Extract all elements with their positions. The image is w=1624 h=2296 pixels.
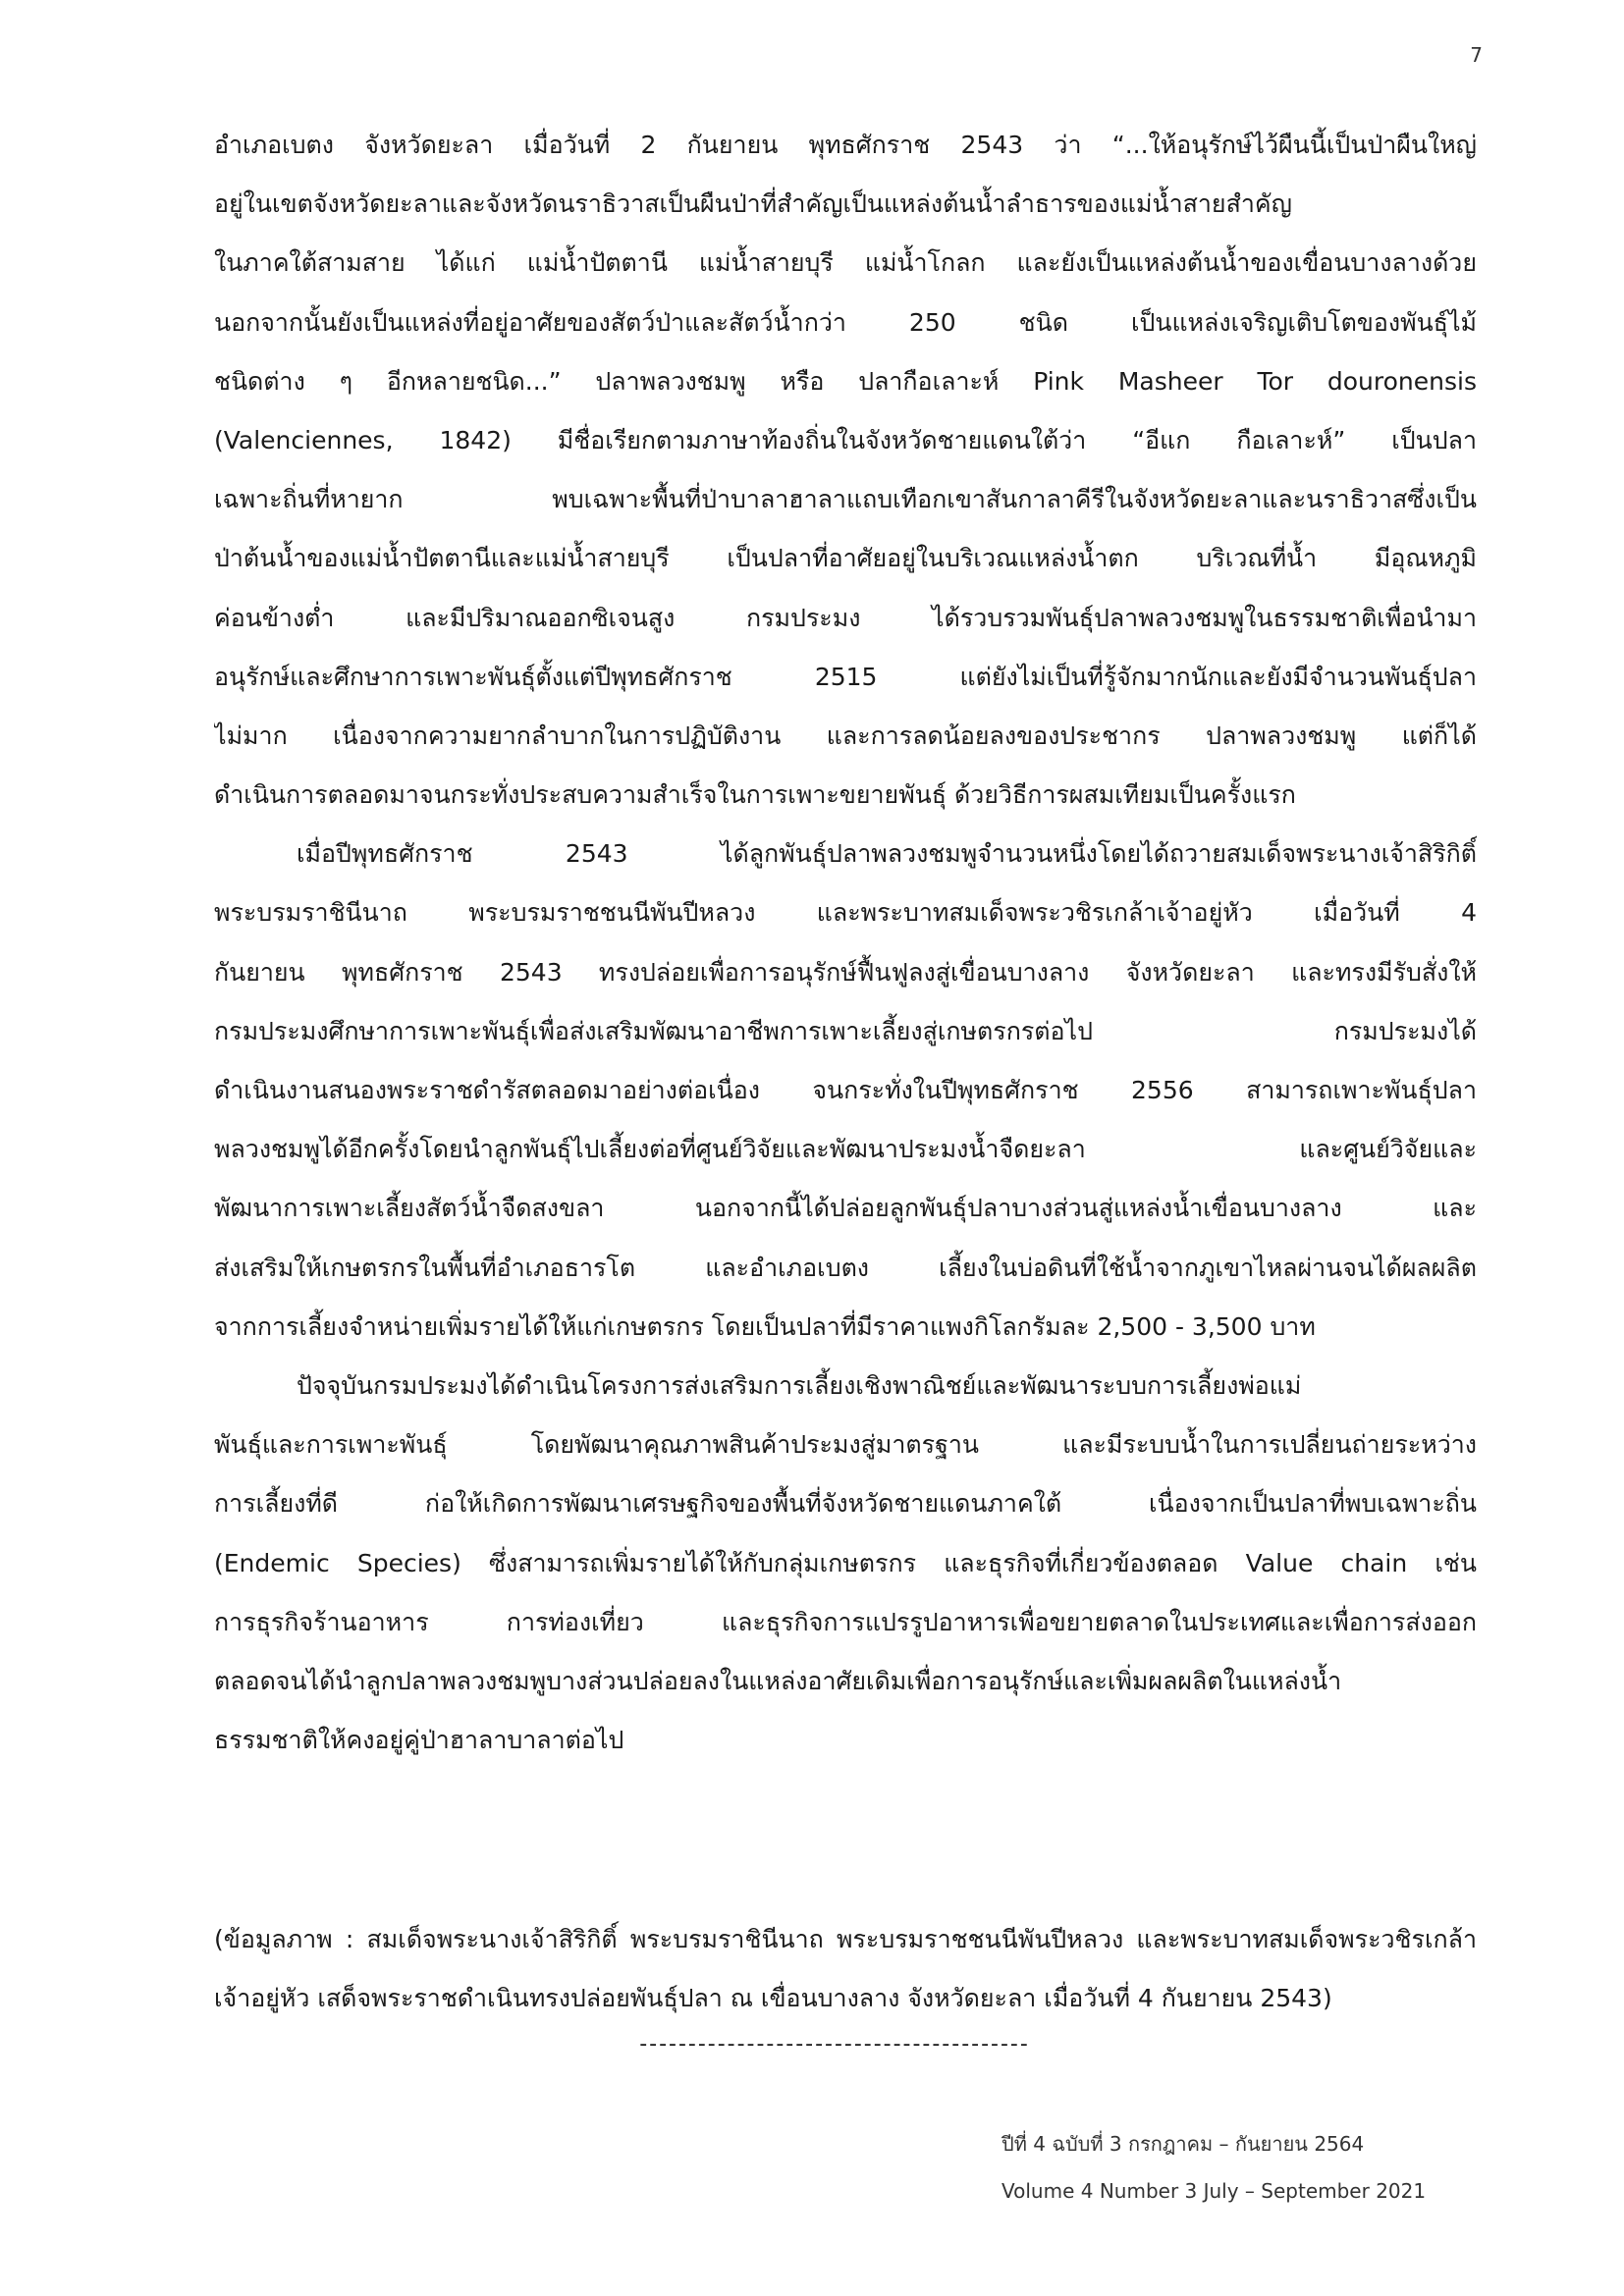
text-line: (Endemic Species) ซึ่งสามารถเพิ่มรายได้ให้กับกลุ่มเกษตรกร และธุรกิจที่เกี่ยวข้องตลอด Value chain เช่น (214, 1548, 1477, 1577)
page-footer (1001, 2120, 1492, 2215)
paragraph (214, 116, 1477, 825)
text-line: พันธุ์และการเพาะพันธุ์ โดยพัฒนาคุณภาพสินค้าประมงสู่มาตรฐาน และมีระบบน้ำในการเปลี่ยนถ่ายระหว่าง (214, 1430, 1477, 1460)
article-body (214, 116, 1477, 1770)
text-line: ธรรมชาติให้คงอยู่คู่ป่าฮาลาบาลาต่อไป (214, 1726, 624, 1755)
text-line: ตลอดจนได้นำลูกปลาพลวงชมพูบางส่วนปล่อยลงในแหล่งอาศัยเดิมเพื่อการอนุรักษ์และเพิ่มผลผลิตในแหล่งน้ำ (214, 1666, 1342, 1695)
text-line: อนุรักษ์และศึกษาการเพาะพันธุ์ตั้งแต่ปีพุทธศักราช 2515 แต่ยังไม่เป็นที่รู้จักมากนักและยังมีจำนวนพันธุ์ปลา (214, 662, 1477, 691)
text-line: (Valenciennes, 1842) มีชื่อเรียกตามภาษาท้องถิ่นในจังหวัดชายแดนใต้ว่า “อีแก กือเลาะห์” เป็นปลา (214, 425, 1477, 454)
text-line: พัฒนาการเพาะเลี้ยงสัตว์น้ำจืดสงขลา นอกจากนี้ได้ปล่อยลูกพันธุ์ปลาบางส่วนสู่แหล่งน้ำเขื่อนบางลาง และ (214, 1194, 1477, 1223)
text-line: การเลี้ยงที่ดี ก่อให้เกิดการพัฒนาเศรษฐกิจของพื้นที่จังหวัดชายแดนภาคใต้ เนื่องจากเป็นปลาที่พบเฉพาะถิ่น (214, 1489, 1477, 1519)
text-line: ปัจจุบันกรมประมงได้ดำเนินโครงการส่งเสริมการเลี้ยงเชิงพาณิชย์และพัฒนาระบบการเลี้ยงพ่อแม่ (297, 1370, 1302, 1400)
text-line: ดำเนินงานสนองพระราชดำรัสตลอดมาอย่างต่อเนื่อง จนกระทั่งในปีพุทธศักราช 2556 สามารถเพาะพันธุ์ปลา (214, 1076, 1477, 1104)
text-line: ส่งเสริมให้เกษตรกรในพื้นที่อำเภอธารโต และอำเภอเบตง เลี้ยงในบ่อดินที่ใช้น้ำจากภูเขาไหลผ่านจนได้ผลผลิต (214, 1253, 1477, 1282)
text-line: อำเภอเบตง จังหวัดยะลา เมื่อวันที่ 2 กันยายน พุทธศักราช 2543 ว่า “...ให้อนุรักษ์ไว้ผืนนี้เป็นป่าผืนใหญ่ (214, 131, 1477, 159)
paragraph (214, 825, 1477, 1357)
text-line: จากการเลี้ยงจำหน่ายเพิ่มรายได้ให้แก่เกษตรกร โดยเป็นปลาที่มีราคาแพงกิโลกรัมละ 2,500 - 3,500 บาท (214, 1311, 1316, 1341)
text-line: นอกจากนั้นยังเป็นแหล่งที่อยู่อาศัยของสัตว์ป่าและสัตว์น้ำกว่า 250 ชนิด เป็นแหล่งเจริญเติบโตของพันธุ์ไม้ (214, 307, 1477, 337)
footer-issue-english: Volume 4 Number 3 July – September 2021 (1001, 2179, 1427, 2203)
text-line: การธุรกิจร้านอาหาร การท่องเที่ยว และธุรกิจการแปรรูปอาหารเพื่อขยายตลาดในประเทศและเพื่อการส่งออก (214, 1607, 1477, 1636)
text-line: เฉพาะถิ่นที่หายาก พบเฉพาะพื้นที่ป่าบาลาฮาลาแถบเทือกเขาสันกาลาคีรีในจังหวัดยะลาและนราธิวาสซึ่งเป็น (214, 485, 1477, 514)
text-line: อยู่ในเขตจังหวัดยะลาและจังหวัดนราธิวาสเป็นผืนป่าที่สำคัญเป็นแหล่งต้นน้ำลำธารของแม่น้ำสายสำคัญ (214, 189, 1292, 219)
text-line: ไม่มาก เนื่องจากความยากลำบากในการปฏิบัติงาน และการลดน้อยลงของประชากร ปลาพลวงชมพู แต่ก็ได้ (214, 721, 1477, 750)
text-line: กรมประมงศึกษาการเพาะพันธุ์เพื่อส่งเสริมพัฒนาอาชีพการเพาะเลี้ยงสู่เกษตรกรต่อไป กรมประมงได้ (214, 1016, 1477, 1045)
text-line: ป่าต้นน้ำของแม่น้ำปัตตานีและแม่น้ำสายบุรี เป็นปลาที่อาศัยอยู่ในบริเวณแหล่งน้ำตก บริเวณที่น้ำ มีอุณหภูมิ (214, 544, 1477, 573)
text-line: กันยายน พุทธศักราช 2543 ทรงปล่อยเพื่อการอนุรักษ์ฟื้นฟูลงสู่เขื่อนบางลาง จังหวัดยะลา และทรงมีรับสั่งให้ (214, 957, 1477, 987)
footer-issue-thai: ปีที่ 4 ฉบับที่ 3 กรกฎาคม – กันยายน 2564 (1001, 2132, 1365, 2156)
text-line: พลวงชมพูได้อีกครั้งโดยนำลูกพันธุ์ไปเลี้ยงต่อที่ศูนย์วิจัยและพัฒนาประมงน้ำจืดยะลา และศูนย์วิจัยและ (214, 1135, 1477, 1164)
caption-line: เจ้าอยู่หัว เสด็จพระราชดำเนินทรงปล่อยพันธุ์ปลา ณ เขื่อนบางลาง จังหวัดยะลา เมื่อวันที่ 4 กันยายน 2543) (214, 1984, 1332, 2012)
text-line: ชนิดต่าง ๆ อีกหลายชนิด...” ปลาพลวงชมพู หรือ ปลากือเลาะห์ Pink Masheer Tor douronensis (214, 366, 1477, 396)
image-caption (214, 1910, 1477, 2028)
text-line: เมื่อปีพุทธศักราช 2543 ได้ลูกพันธุ์ปลาพลวงชมพูจำนวนหนึ่งโดยได้ถวายสมเด็จพระนางเจ้าสิริกิติ์ (297, 839, 1477, 869)
page-number: 7 (1470, 43, 1483, 67)
paragraph (214, 1357, 1477, 1770)
text-line: ค่อนข้างต่ำ และมีปริมาณออกซิเจนสูง กรมประมง ได้รวบรวมพันธุ์ปลาพลวงชมพูในธรรมชาติเพื่อนำมา (214, 603, 1477, 632)
text-line: ในภาคใต้สามสาย ได้แก่ แม่น้ำปัตตานี แม่น้ำสายบุรี แม่น้ำโกลก และยังเป็นแหล่งต้นน้ำของเขื่อนบางลางด้วย (214, 248, 1477, 278)
caption-line: (ข้อมูลภาพ : สมเด็จพระนางเจ้าสิริกิติ์ พระบรมราชินีนาถ พระบรมราชชนนีพันปีหลวง และพระบาทสมเด็จพระวชิรเกล้า (214, 1925, 1477, 1953)
section-separator: ---------------------------------------- (639, 2032, 1030, 2056)
text-line: ดำเนินการตลอดมาจนกระทั่งประสบความสำเร็จในการเพาะขยายพันธุ์ ด้วยวิธีการผสมเทียมเป็นครั้งแรก (214, 780, 1296, 810)
text-line: พระบรมราชินีนาถ พระบรมราชชนนีพันปีหลวง และพระบาทสมเด็จพระวชิรเกล้าเจ้าอยู่หัว เมื่อวันที่ 4 (214, 898, 1477, 928)
